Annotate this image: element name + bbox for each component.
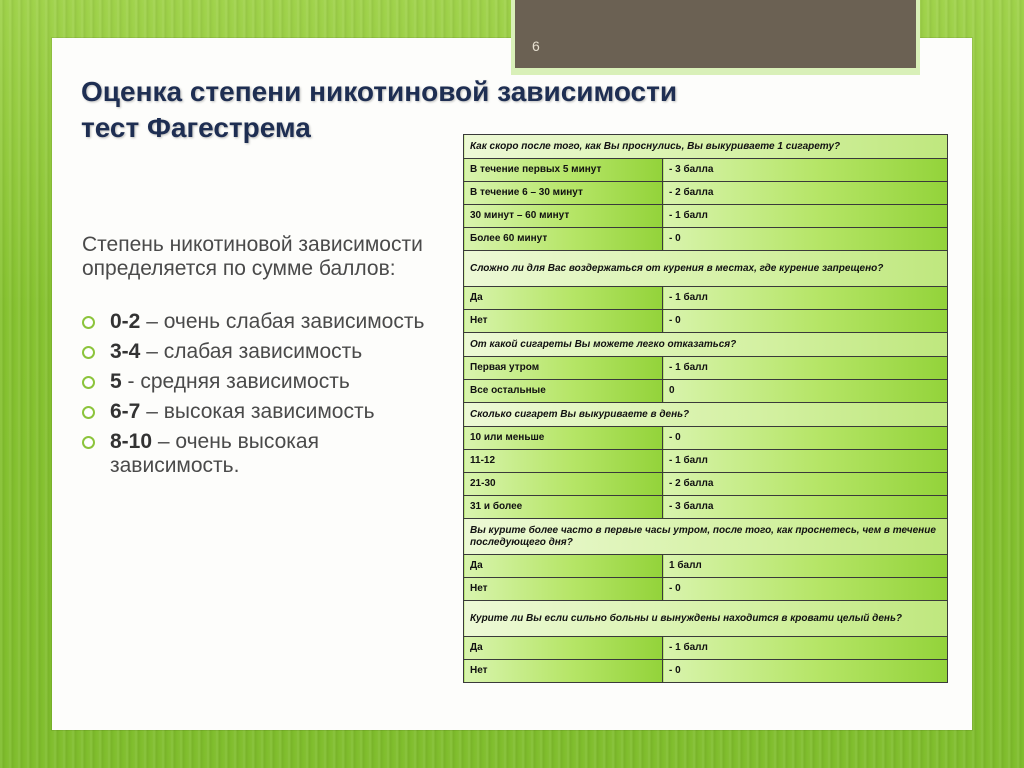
answer-option: Все остальные [464, 380, 663, 403]
answer-points: - 0 [663, 228, 948, 251]
answer-option: В течение 6 – 30 минут [464, 182, 663, 205]
score-description: – слабая зависимость [146, 340, 363, 363]
answer-points: - 1 балл [663, 637, 948, 660]
score-item [82, 370, 452, 394]
score-description: - средняя зависимость [127, 370, 350, 393]
slide-title-line-1: Оценка степени никотиновой зависимости [81, 76, 678, 107]
answer-row [464, 205, 948, 228]
answer-row [464, 357, 948, 380]
answer-row [464, 310, 948, 333]
answer-points: - 3 балла [663, 159, 948, 182]
score-list [82, 310, 452, 484]
answer-row [464, 660, 948, 683]
answer-points: 0 [663, 380, 948, 403]
answer-option: Нет [464, 660, 663, 683]
question-text: От какой сигареты Вы можете легко отказаться? [464, 333, 948, 357]
score-range: 3-4 [110, 340, 141, 363]
answer-option: Да [464, 637, 663, 660]
answer-points: - 1 балл [663, 287, 948, 310]
circle-bullet-icon [82, 436, 95, 449]
score-item [82, 310, 452, 334]
answer-row [464, 287, 948, 310]
answer-option: Более 60 минут [464, 228, 663, 251]
circle-bullet-icon [82, 376, 95, 389]
answer-option: 21-30 [464, 473, 663, 496]
answer-row [464, 555, 948, 578]
question-text: Курите ли Вы если сильно больны и вынуждены находится в кровати целый день? [464, 601, 948, 637]
circle-bullet-icon [82, 346, 95, 359]
answer-points: 1 балл [663, 555, 948, 578]
answer-points: - 0 [663, 427, 948, 450]
answer-option: В течение первых 5 минут [464, 159, 663, 182]
question-text: Как скоро после того, как Вы проснулись, Вы выкуриваете 1 сигарету? [464, 135, 948, 159]
answer-row [464, 159, 948, 182]
slide-title-line-2: тест Фагестрема [81, 112, 311, 143]
score-item [82, 400, 452, 424]
answer-row [464, 450, 948, 473]
circle-bullet-icon [82, 406, 95, 419]
answer-points: - 1 балл [663, 450, 948, 473]
answer-points: - 1 балл [663, 357, 948, 380]
answer-points: - 1 балл [663, 205, 948, 228]
question-row [464, 601, 948, 637]
score-range: 5 [110, 370, 122, 393]
answer-row [464, 228, 948, 251]
circle-bullet-icon [82, 316, 95, 329]
answer-option: Нет [464, 578, 663, 601]
score-item [82, 430, 452, 478]
question-row [464, 135, 948, 159]
answer-points: - 0 [663, 578, 948, 601]
answer-row [464, 380, 948, 403]
answer-points: - 0 [663, 660, 948, 683]
answer-option: 11-12 [464, 450, 663, 473]
answer-option: 10 или меньше [464, 427, 663, 450]
score-range: 6-7 [110, 400, 141, 423]
answer-points: - 0 [663, 310, 948, 333]
score-description: – очень слабая зависимость [146, 310, 425, 333]
answer-option: 31 и более [464, 496, 663, 519]
answer-row [464, 473, 948, 496]
answer-row [464, 496, 948, 519]
answer-points: - 2 балла [663, 473, 948, 496]
answer-row [464, 578, 948, 601]
score-description: – очень высокая зависимость. [110, 430, 319, 477]
answer-points: - 2 балла [663, 182, 948, 205]
question-row [464, 403, 948, 427]
score-description: – высокая зависимость [146, 400, 375, 423]
answer-points: - 3 балла [663, 496, 948, 519]
fagerstrom-test-table [463, 134, 948, 683]
answer-option: Да [464, 287, 663, 310]
score-range: 8-10 [110, 430, 153, 453]
question-row [464, 251, 948, 287]
answer-option: 30 минут – 60 минут [464, 205, 663, 228]
answer-option: Нет [464, 310, 663, 333]
answer-row [464, 637, 948, 660]
question-row [464, 519, 948, 555]
answer-option: Да [464, 555, 663, 578]
answer-row [464, 427, 948, 450]
question-text: Сколько сигарет Вы выкуриваете в день? [464, 403, 948, 427]
score-range: 0-2 [110, 310, 141, 333]
question-text: Сложно ли для Вас воздержаться от курения в местах, где курение запрещено? [464, 251, 948, 287]
question-row [464, 333, 948, 357]
slide-number: 6 [532, 38, 540, 54]
question-text: Вы курите более часто в первые часы утром, после того, как проснетесь, чем в течение последующего дня? [464, 519, 948, 555]
answer-row [464, 182, 948, 205]
score-item [82, 340, 452, 364]
slide-number-panel [515, 0, 916, 68]
intro-text: Степень никотиновой зависимости определяется по сумме баллов: [82, 233, 423, 280]
answer-option: Первая утром [464, 357, 663, 380]
